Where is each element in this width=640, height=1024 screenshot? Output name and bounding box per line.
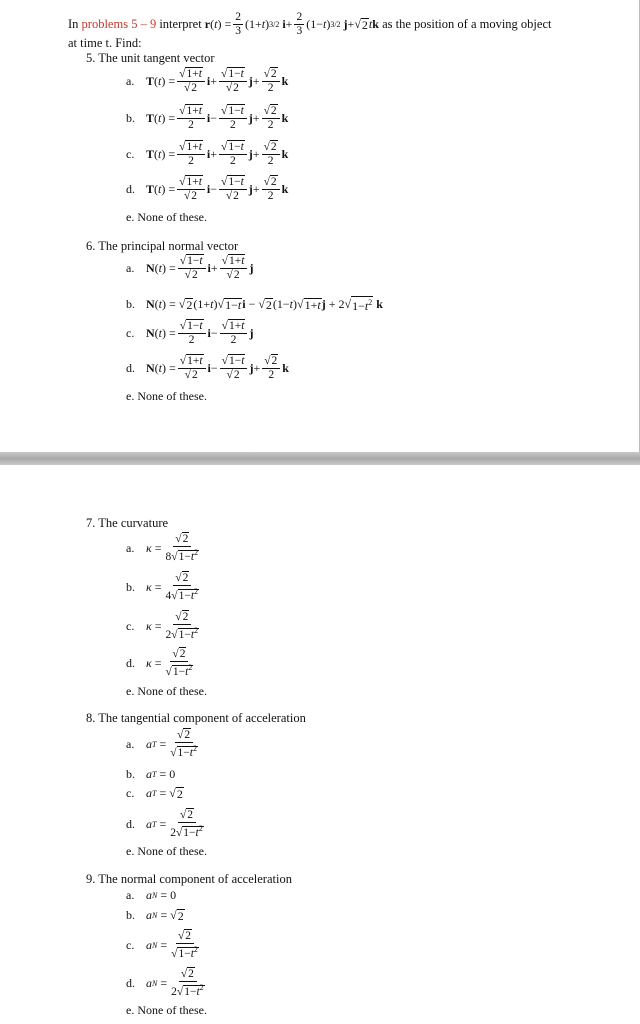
page-divider — [0, 452, 640, 465]
q7-option-e[interactable]: e. None of these. — [126, 684, 207, 698]
intro-suffix: as the position of a moving object — [378, 17, 552, 31]
q6-option-b[interactable] — [126, 296, 383, 312]
q8-option-c-expr: a T = √ 2 — [146, 786, 183, 801]
q9-option-b-expr: a N = √ 2 — [146, 908, 184, 923]
problems-reference: problems 5 – 9 — [81, 17, 157, 31]
q6-option-c-expr: N ( t ) = $\frac{√1-t}{2}$ i − $\frac{√1+t}{2}$ j — [146, 320, 254, 346]
question-8-title: 8. The tangential component of acceleration — [86, 711, 306, 725]
q8-option-e[interactable]: e. None of these. — [126, 844, 207, 858]
q5-option-a-label: a. — [126, 74, 135, 88]
q6-option-a-label: a. — [126, 261, 135, 275]
q8-option-d-expr: a T = $\frac{√2}{2√1-t^2}$ — [146, 809, 203, 839]
q7-option-b-label: b. — [126, 579, 135, 594]
q8-option-a-expr: a T = $\frac{√2}{√1-t^2}$ — [146, 729, 197, 759]
q8-option-d-label: d. — [126, 816, 135, 831]
q5-option-b[interactable] — [126, 105, 288, 132]
q6-option-a-expr: N ( t ) = $\frac{√1-t}{√2}$ i + $\frac{√1+t}{√2}$ j — [146, 255, 254, 281]
q6-option-b-expr: N ( t ) = √ 2 (1+ t )√ 1−t i − √ 2 (1− t )√ 1+t j + 2√ $1-t^2$ k — [146, 296, 383, 313]
page-one — [0, 0, 640, 452]
q5-option-a-expr: T ( t ) = $\frac{√1+t}{√2}$ i + $\frac{√1-t}{√2}$ j + $\frac{√2}{2}$ k — [146, 68, 289, 94]
q8-option-c[interactable] — [126, 786, 184, 801]
q7-option-d[interactable] — [126, 648, 197, 679]
q7-option-d-expr: κ = $\frac{√2}{√1-t^2}$ — [146, 648, 193, 678]
q5-option-c-expr: T ( t ) = $\frac{√1+t}{2}$ i + $\frac{√1-t}{2}$ j + $\frac{√2}{2}$ k — [146, 141, 289, 167]
q9-option-e[interactable]: e. None of these. — [126, 1003, 207, 1017]
q6-option-d[interactable] — [126, 355, 289, 382]
intro-prefix: In — [68, 17, 82, 31]
question-6-title: 6. The principal normal vector — [86, 239, 239, 253]
q5-option-d-label: d. — [126, 182, 135, 196]
q7-option-a-label: a. — [126, 540, 135, 555]
q7-option-a-expr: κ = $\frac{√2}{8√1-t^2}$ — [146, 533, 199, 563]
q7-option-d-label: d. — [126, 655, 135, 670]
q9-option-a-expr: a N = 0 — [146, 888, 177, 902]
intro-mid: interpret — [156, 17, 205, 31]
q9-option-c-expr: a N = $\frac{√2}{√1-t^2}$ — [146, 930, 198, 960]
q9-option-d[interactable] — [126, 968, 209, 999]
question-5-title: 5. The unit tangent vector — [86, 51, 215, 65]
q8-option-c-label: c. — [126, 786, 135, 800]
q5-option-e[interactable]: e. None of these. — [126, 210, 207, 224]
q7-option-b[interactable] — [126, 572, 203, 603]
q6-option-b-label: b. — [126, 296, 135, 311]
q8-option-d[interactable] — [126, 809, 208, 840]
q9-option-a-label: a. — [126, 888, 135, 902]
question-9-title: 9. The normal component of acceleration — [86, 872, 292, 886]
q5-option-c-label: c. — [126, 147, 135, 161]
intro-line-1 — [68, 11, 551, 38]
q6-option-c[interactable] — [126, 320, 253, 347]
intro-line-2: at time t. Find: — [68, 36, 142, 50]
q5-option-d[interactable] — [126, 176, 288, 203]
q8-option-a-label: a. — [126, 736, 135, 751]
q8-option-b-expr: a T = 0 — [146, 767, 176, 781]
q7-option-c-expr: κ = $\frac{√2}{2√1-t^2}$ — [146, 611, 199, 641]
q9-option-b-label: b. — [126, 908, 135, 922]
q6-option-d-expr: N ( t ) = $\frac{√1+t}{√2}$ i − $\frac{√1-t}{√2}$ j + $\frac{√2}{2}$ k — [146, 355, 289, 381]
question-7-title: 7. The curvature — [86, 516, 169, 530]
q7-option-c-label: c. — [126, 618, 135, 633]
q6-option-e[interactable]: e. None of these. — [126, 389, 207, 403]
q9-option-b[interactable] — [126, 908, 185, 923]
q6-option-a[interactable] — [126, 255, 253, 282]
q7-option-a[interactable] — [126, 533, 203, 564]
q9-option-d-label: d. — [126, 975, 135, 990]
q5-option-c[interactable] — [126, 141, 288, 168]
q6-option-c-label: c. — [126, 326, 135, 340]
q9-option-a[interactable] — [126, 888, 176, 903]
position-vector-render: r ( t ) = $\frac{2}{3}$ (1+ t ) 3/2 i + $\frac{2}{3}$ (1− t ) 3/2 j +√ 2 t k — [204, 11, 379, 37]
q5-option-a[interactable] — [126, 68, 288, 95]
page-two — [0, 465, 640, 1024]
q7-option-b-expr: κ = $\frac{√2}{4√1-t^2}$ — [146, 572, 199, 602]
q5-option-b-label: b. — [126, 111, 135, 125]
q8-option-b-label: b. — [126, 767, 135, 781]
q8-option-a[interactable] — [126, 729, 202, 760]
q9-option-c-label: c. — [126, 937, 135, 952]
q6-option-d-label: d. — [126, 361, 135, 375]
q9-option-d-expr: a N = $\frac{√2}{2√1-t^2}$ — [146, 968, 204, 998]
q5-option-b-expr: T ( t ) = $\frac{√1+t}{2}$ i − $\frac{√1-t}{2}$ j + $\frac{√2}{2}$ k — [146, 105, 289, 131]
q9-option-c[interactable] — [126, 930, 203, 961]
q5-option-d-expr: T ( t ) = $\frac{√1+t}{√2}$ i − $\frac{√1-t}{√2}$ j + $\frac{√2}{2}$ k — [146, 176, 289, 202]
q7-option-c[interactable] — [126, 611, 203, 642]
q8-option-b[interactable] — [126, 767, 175, 782]
